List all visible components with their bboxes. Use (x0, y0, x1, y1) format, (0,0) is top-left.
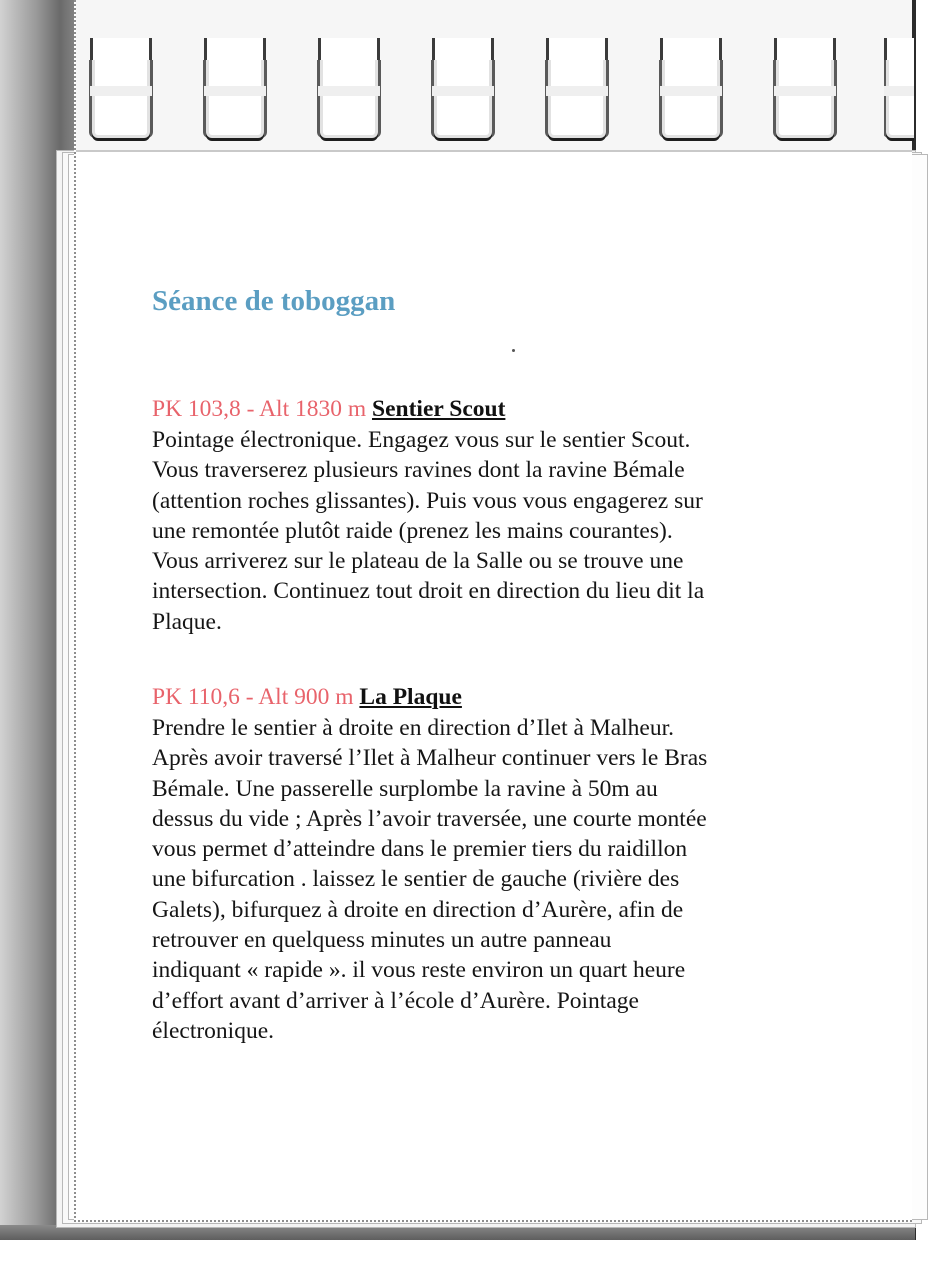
binding-ring (660, 38, 722, 146)
text-line: Pointage électronique. Engagez vous sur le sentier Scout. (152, 427, 691, 453)
binding-ring (318, 38, 380, 146)
binding-ring (546, 38, 608, 146)
text-line: (attention roches glissantes). Puis vous vous engagerez sur (152, 487, 703, 514)
page-title: Séance de toboggan (152, 285, 396, 317)
section-description (152, 425, 852, 637)
text-line: Après avoir traversé l’Ilet à Malheur continuer vers le Bras (152, 745, 708, 772)
text-line: intersection. Continuez tout droit en direction du lieu dit la (152, 578, 705, 605)
checkpoint-label: PK 103,8 - Alt 1830 m (152, 396, 367, 422)
ink-speck (512, 349, 515, 352)
binding-ring (884, 38, 914, 146)
text-line: une remontée plutôt raide (prenez les mains courantes). (152, 517, 673, 544)
text-line: une bifurcation . laissez le sentier de gauche (rivière des (152, 866, 680, 893)
text-line: Prendre le sentier à droite en direction d’Ilet à Malheur. (152, 715, 675, 741)
binding-ring (774, 38, 836, 146)
text-line: retrouver en quelquess minutes un autre panneau (152, 927, 612, 954)
text-line: Galets), bifurquez à droite en direction d’Aurère, afin de (152, 896, 684, 923)
binding-ring (204, 38, 266, 146)
text-line: d’effort avant d’arriver à l’école d’Aurère. Pointage (152, 987, 639, 1014)
binding-ring (432, 38, 494, 146)
place-name: Sentier Scout (372, 396, 506, 422)
text-line: Plaque. (152, 608, 222, 635)
section-description (152, 713, 852, 1046)
text-line: indiquant « rapide ». il vous reste environ un quart heure (152, 957, 686, 984)
section-heading (152, 681, 852, 713)
binding-ring (90, 38, 152, 146)
route-section (152, 681, 852, 1046)
text-line: électronique. (152, 1017, 275, 1044)
text-line: Bémale. Une passerelle surplombe la ravine à 50m au (152, 775, 658, 802)
text-line: Vous arriverez sur le plateau de la Salle ou se trouve une (152, 548, 684, 575)
notebook-page (74, 0, 912, 1222)
checkpoint-label: PK 110,6 - Alt 900 m (152, 684, 354, 710)
section-heading (152, 393, 852, 425)
route-section (152, 393, 852, 637)
text-line: vous permet d’atteindre dans le premier tiers du raidillon (152, 836, 688, 863)
text-line: dessus du vide ; Après l’avoir traversée, une courte montée (152, 805, 707, 832)
spiral-binding (76, 0, 912, 160)
text-line: Vous traverserez plusieurs ravines dont la ravine Bémale (152, 457, 685, 484)
place-name: La Plaque (359, 684, 462, 710)
